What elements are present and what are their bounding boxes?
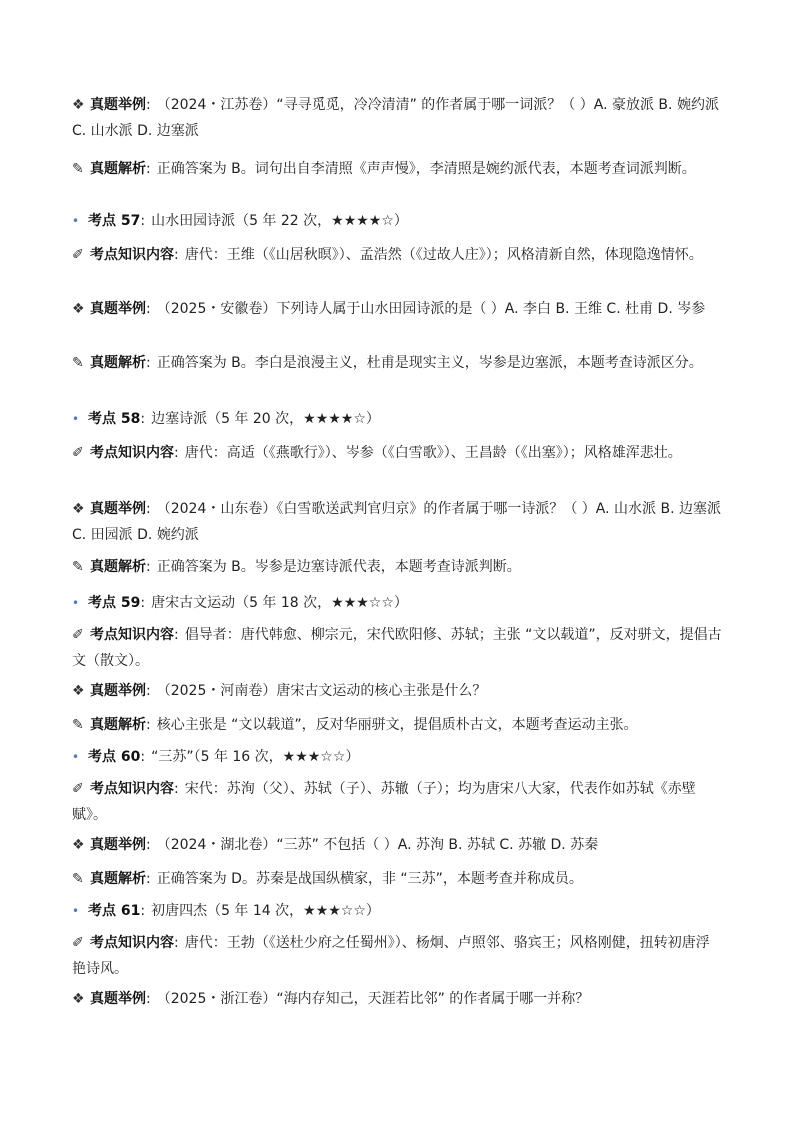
entry-text: 正确答案为 D。苏秦是战国纵横家，非 “三苏”，本题考查并称成员。 [156, 871, 583, 887]
entry-text: 唐代：王维（《山居秋暝》）、孟浩然（《过故人庄》）；风格清新自然，体现隐逸情怀。 [184, 247, 703, 263]
entry-label: 真题解析 [90, 355, 146, 371]
pencil-icon: ✎ [72, 717, 84, 733]
entry-label: 真题举例 [90, 683, 146, 699]
entry-text: 唐宋古文运动（5 年 18 次，★★★☆☆） [151, 595, 408, 611]
entry-label: 真题举例 [90, 501, 146, 517]
pencil-icon: ✎ [72, 161, 84, 177]
entry-text: “三苏”（5 年 16 次，★★★☆☆） [151, 749, 360, 765]
knowledge-entry: ✐ 考点知识内容: 唐代：王维（《山居秋暝》）、孟浩然（《过故人庄》）；风格清新自然，体现隐逸情怀。 [72, 242, 722, 268]
pencil-icon: ✎ [72, 871, 84, 887]
point-entry: • 考点 61: 初唐四杰（5 年 14 次，★★★☆☆） [72, 898, 722, 924]
pencil-icon: ✐ [72, 247, 84, 263]
entry-label: 考点知识内容 [90, 935, 174, 951]
example-entry: ❖ 真题举例: （2024・江苏卷）“寻寻觅觅，冷冷清清” 的作者属于哪一词派？（ ）A. 豪放派 B. 婉约派 C. 山水派 D. 边塞派 [72, 92, 722, 144]
pencil-icon: ✐ [72, 781, 84, 797]
bullet-dot-icon: • [72, 904, 80, 918]
diamond-bullet-icon: ❖ [72, 683, 85, 699]
entry-text: 正确答案为 B。李白是浪漫主义，杜甫是现实主义，岑参是边塞派，本题考查诗派区分。 [156, 355, 703, 371]
entry-text: 唐代：王勃（《送杜少府之任蜀州》）、杨炯、卢照邻、骆宾王；风格刚健，扭转初唐浮艳诗风。 [72, 935, 710, 977]
pencil-icon: ✐ [72, 935, 84, 951]
knowledge-entry: ✐ 考点知识内容: 唐代：王勃（《送杜少府之任蜀州》）、杨炯、卢照邻、骆宾王；风格刚健，扭转初唐浮艳诗风。 [72, 930, 722, 982]
entry-label: 真题举例 [90, 301, 146, 317]
entry-text: 宋代：苏洵（父）、苏轼（子）、苏辙（子）；均为唐宋八大家，代表作如苏轼《赤壁赋》。 [72, 781, 696, 823]
example-entry: ❖ 真题举例: （2025・浙江卷）“海内存知己，天涯若比邻” 的作者属于哪一并称？ [72, 986, 722, 1012]
entry-text: 唐代：高适（《燕歌行》）、岑参（《白雪歌》）、王昌龄（《出塞》）；风格雄浑悲壮。 [184, 445, 682, 461]
entry-text: （2024・江苏卷）“寻寻觅觅，冷冷清清” 的作者属于哪一词派？（ ）A. 豪放派 B. 婉约派 C. 山水派 D. 边塞派 [72, 97, 719, 139]
diamond-bullet-icon: ❖ [72, 991, 85, 1007]
entry-label: 考点 60 [88, 749, 141, 765]
entry-label: 真题解析 [90, 161, 146, 177]
knowledge-entry: ✐ 考点知识内容: 唐代：高适（《燕歌行》）、岑参（《白雪歌》）、王昌龄（《出塞》）；风格雄浑悲壮。 [72, 440, 722, 466]
point-entry: • 考点 59: 唐宋古文运动（5 年 18 次，★★★☆☆） [72, 590, 722, 616]
entry-text: 倡导者：唐代韩愈、柳宗元，宋代欧阳修、苏轼；主张 “文以载道”，反对骈文，提倡古文（散文）。 [72, 627, 722, 669]
analysis-entry: ✎ 真题解析: 正确答案为 D。苏秦是战国纵横家，非 “三苏”，本题考查并称成员。 [72, 866, 722, 892]
entry-text: 初唐四杰（5 年 14 次，★★★☆☆） [151, 903, 380, 919]
example-entry: ❖ 真题举例: （2024・山东卷）《白雪歌送武判官归京》的作者属于哪一诗派？（ ）A. 山水派 B. 边塞派 C. 田园派 D. 婉约派 [72, 496, 722, 548]
entry-label: 真题解析 [90, 717, 146, 733]
entry-text: （2024・山东卷）《白雪歌送武判官归京》的作者属于哪一诗派？（ ）A. 山水派 B. 边塞派 C. 田园派 D. 婉约派 [72, 501, 721, 543]
entry-label: 真题举例 [90, 97, 146, 113]
diamond-bullet-icon: ❖ [72, 301, 85, 317]
entry-label: 考点 58 [88, 411, 141, 427]
example-entry: ❖ 真题举例: （2025・河南卷）唐宋古文运动的核心主张是什么？ [72, 678, 722, 704]
diamond-bullet-icon: ❖ [72, 97, 85, 113]
pencil-icon: ✐ [72, 627, 84, 643]
entry-text: 山水田园诗派（5 年 22 次，★★★★☆） [151, 213, 408, 229]
entry-label: 考点 57 [88, 213, 141, 229]
entry-text: 正确答案为 B。词句出自李清照《声声慢》，李清照是婉约派代表，本题考查词派判断。 [156, 161, 696, 177]
entry-label: 真题解析 [90, 559, 146, 575]
diamond-bullet-icon: ❖ [72, 501, 85, 517]
entry-label: 真题举例 [90, 837, 146, 853]
entry-text: 正确答案为 B。岑参是边塞诗派代表，本题考查诗派判断。 [156, 559, 521, 575]
pencil-icon: ✎ [72, 559, 84, 575]
entry-label: 考点 61 [88, 903, 141, 919]
example-entry: ❖ 真题举例: （2025・安徽卷）下列诗人属于山水田园诗派的是（ ）A. 李白 B. 王维 C. 杜甫 D. 岑参 [72, 296, 722, 322]
point-entry: • 考点 58: 边塞诗派（5 年 20 次，★★★★☆） [72, 406, 722, 432]
entry-text: （2025・浙江卷）“海内存知己，天涯若比邻” 的作者属于哪一并称？ [156, 991, 590, 1007]
analysis-entry: ✎ 真题解析: 正确答案为 B。岑参是边塞诗派代表，本题考查诗派判断。 [72, 554, 722, 580]
entry-text: （2025・安徽卷）下列诗人属于山水田园诗派的是（ ）A. 李白 B. 王维 C. 杜甫 D. 岑参 [156, 301, 706, 317]
point-entry: • 考点 60: “三苏”（5 年 16 次，★★★☆☆） [72, 744, 722, 770]
bullet-dot-icon: • [72, 750, 80, 764]
pencil-icon: ✐ [72, 445, 84, 461]
bullet-dot-icon: • [72, 214, 80, 228]
entry-label: 考点知识内容 [90, 247, 174, 263]
bullet-dot-icon: • [72, 596, 80, 610]
entry-label: 真题举例 [90, 991, 146, 1007]
analysis-entry: ✎ 真题解析: 正确答案为 B。词句出自李清照《声声慢》，李清照是婉约派代表，本题考查词派判断。 [72, 156, 722, 182]
analysis-entry: ✎ 真题解析: 核心主张是 “文以载道”，反对华丽骈文，提倡质朴古文，本题考查运动主张。 [72, 712, 722, 738]
bullet-dot-icon: • [72, 412, 80, 426]
point-entry: • 考点 57: 山水田园诗派（5 年 22 次，★★★★☆） [72, 208, 722, 234]
entry-label: 考点知识内容 [90, 781, 174, 797]
diamond-bullet-icon: ❖ [72, 837, 85, 853]
analysis-entry: ✎ 真题解析: 正确答案为 B。李白是浪漫主义，杜甫是现实主义，岑参是边塞派，本题考查诗派区分。 [72, 350, 722, 376]
example-entry: ❖ 真题举例: （2024・湖北卷）“三苏” 不包括（ ）A. 苏洵 B. 苏轼 C. 苏辙 D. 苏秦 [72, 832, 722, 858]
entry-text: 边塞诗派（5 年 20 次，★★★★☆） [151, 411, 380, 427]
entry-label: 考点 59 [88, 595, 141, 611]
knowledge-entry: ✐ 考点知识内容: 倡导者：唐代韩愈、柳宗元，宋代欧阳修、苏轼；主张 “文以载道”，反对骈文，提倡古文（散文）。 [72, 622, 722, 674]
knowledge-entry: ✐ 考点知识内容: 宋代：苏洵（父）、苏轼（子）、苏辙（子）；均为唐宋八大家，代表作如苏轼《赤壁赋》。 [72, 776, 722, 828]
entry-text: 核心主张是 “文以载道”，反对华丽骈文，提倡质朴古文，本题考查运动主张。 [156, 717, 638, 733]
entry-text: （2025・河南卷）唐宋古文运动的核心主张是什么？ [156, 683, 487, 699]
entry-label: 考点知识内容 [90, 627, 174, 643]
entry-text: （2024・湖北卷）“三苏” 不包括（ ）A. 苏洵 B. 苏轼 C. 苏辙 D. 苏秦 [156, 837, 599, 853]
pencil-icon: ✎ [72, 355, 84, 371]
entry-label: 真题解析 [90, 871, 146, 887]
entry-label: 考点知识内容 [90, 445, 174, 461]
